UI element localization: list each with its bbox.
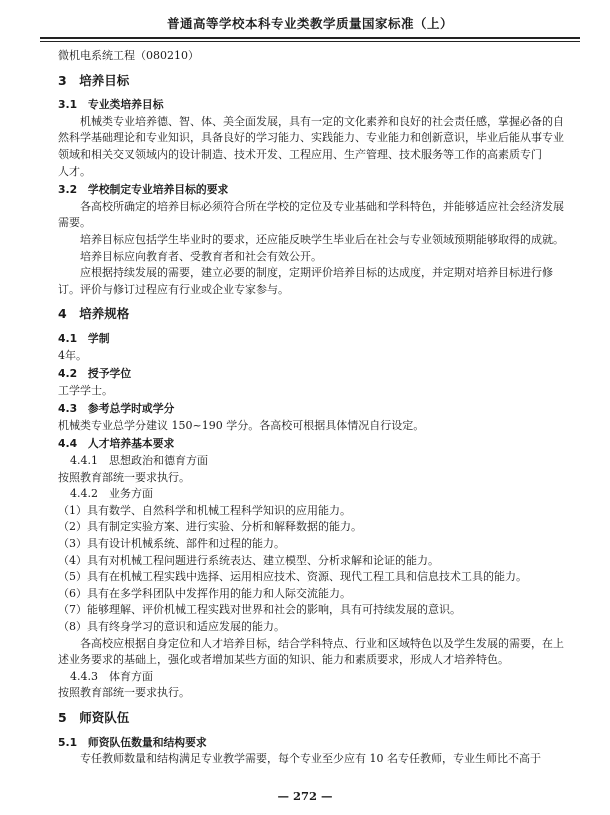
list-item: （6）具有在多学科团队中发挥作用的能力和人际交流能力。 [58, 586, 351, 600]
paragraph-line: 培养目标应包括学生毕业时的要求，还应能反映学生毕业后在社会与专业领域预期能够取得的成就。 [80, 232, 564, 246]
paragraph-line: 订。评价与修订过程应有行业或企业专家参与。 [58, 282, 289, 296]
list-item: （1）具有数学、自然科学和机械工程科学知识的应用能力。 [58, 503, 351, 517]
paragraph-line: 4年。 [58, 348, 87, 362]
paragraph-line: 述业务要求的基础上，强化或者增加某些方面的知识、能力和素质要求，形成人才培养特色。 [58, 653, 509, 667]
paragraph-line: 领域和相关交叉领域内的设计制造、技术开发、工程应用、生产管理、技术服务等工作的高素质专门 [58, 147, 542, 161]
paragraph-line: 然科学基础理论和专业知识，具备良好的学习能力、实践能力、专业能力和创新意识，毕业后能从事专业 [58, 131, 564, 145]
section-4-4-1-heading: 4.4.1 思想政治和德育方面 [70, 454, 208, 468]
major-line: 微机电系统工程（080210） [58, 49, 199, 62]
section-5-heading: 5 师资队伍 [58, 709, 130, 725]
list-item: （8）具有终身学习的意识和适应发展的能力。 [58, 620, 285, 633]
paragraph-line: 人才。 [58, 164, 91, 178]
paragraph-line: 培养目标应向教育者、受教育者和社会有效公开。 [80, 249, 322, 263]
list-item: （2）具有制定实验方案、进行实验、分析和解释数据的能力。 [58, 520, 362, 534]
list-item: （3）具有设计机械系统、部件和过程的能力。 [58, 537, 285, 551]
section-3-2-heading: 3.2 学校制定专业培养目标的要求 [58, 183, 229, 197]
section-3-heading: 3 培养目标 [58, 72, 130, 88]
section-4-4-2-heading: 4.4.2 业务方面 [70, 487, 153, 501]
paragraph-line: 按照教育部统一要求执行。 [58, 470, 190, 484]
paragraph-line: 机械类专业培养德、智、体、美全面发展，具有一定的文化素养和良好的社会责任感，掌握必备的自 [80, 114, 564, 128]
section-4-1-heading: 4.1 学制 [58, 331, 110, 345]
section-4-4-heading: 4.4 人才培养基本要求 [58, 437, 175, 451]
list-item: （5）具有在机械工程实践中选择、运用相应技术、资源、现代工程工具和信息技术工具的能力。 [58, 570, 527, 584]
section-5-1-heading: 5.1 师资队伍数量和结构要求 [58, 735, 207, 749]
paragraph-line: 工学学士。 [58, 383, 113, 397]
running-header: 普通高等学校本科专业类教学质量国家标准（上） [166, 16, 453, 31]
header-rule-thin [40, 41, 580, 42]
section-4-4-3-heading: 4.4.3 体育方面 [70, 669, 153, 683]
paragraph-line: 各高校应根据自身定位和人才培养目标，结合学科特点、行业和区域特色以及学生发展的需要，在上 [80, 636, 564, 650]
list-item: （4）具有对机械工程问题进行系统表达、建立模型、分析求解和论证的能力。 [58, 553, 439, 567]
paragraph-line: 各高校所确定的培养目标必须符合所在学校的定位及专业基础和学科特色，并能够适应社会经济发展 [80, 199, 564, 213]
paragraph-line: 需要。 [58, 216, 91, 230]
page-body [58, 48, 574, 768]
section-4-heading: 4 培养规格 [58, 306, 130, 322]
paragraph-line: 应根据持续发展的需要，建立必要的制度，定期评价培养目标的达成度，并定期对培养目标进行修 [80, 266, 553, 280]
paragraph-line: 专任教师数量和结构满足专业教学需要，每个专业至少应有 10 名专任教师，专业生师比不高于 [80, 752, 541, 766]
page-number: — 272 — [277, 789, 333, 803]
list-item: （7）能够理解、评价机械工程实践对世界和社会的影响，具有可持续发展的意识。 [58, 603, 461, 617]
paragraph-line: 按照教育部统一要求执行。 [58, 686, 190, 700]
section-4-3-heading: 4.3 参考总学时或学分 [58, 402, 175, 416]
section-4-2-heading: 4.2 授予学位 [58, 367, 132, 381]
paragraph-line: 机械类专业总学分建议 150~190 学分。各高校可根据具体情况自行设定。 [58, 418, 425, 432]
section-3-1-heading: 3.1 专业类培养目标 [58, 98, 164, 112]
header-rule-thick [40, 37, 580, 39]
